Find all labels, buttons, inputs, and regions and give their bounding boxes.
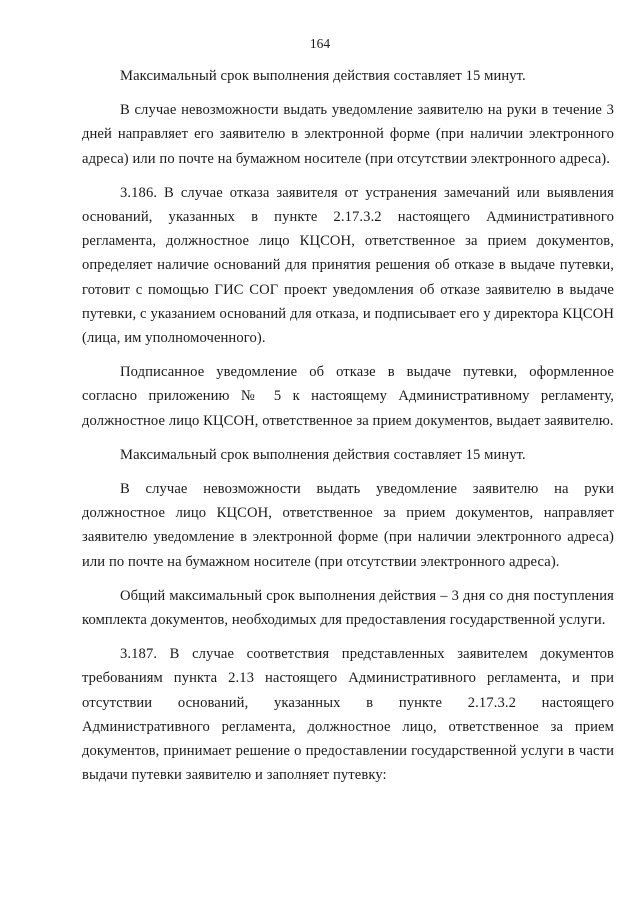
page-number: 164: [309, 36, 331, 51]
paragraph-3-186: 3.186. В случае отказа заявителя от устранения замечаний или выявления оснований, указанных в пункте 2.17.3.2 настоящего Административного регламента, должностное лицо КЦСОН, ответственное за прием документов, определяет наличие оснований для принятия решения об отказе в выдаче путевки, готовит с помощью ГИС СОГ проект уведомления об отказе заявителю в выдаче путевки, с указанием оснований для отказа, и подписывает его у директора КЦСОН (лица, им уполномоченного).: [82, 184, 614, 347]
paragraph-max-time-2: Максимальный срок выполнения действия составляет 15 минут.: [120, 446, 526, 463]
paragraph-max-time-1: Максимальный срок выполнения действия составляет 15 минут.: [120, 68, 526, 84]
document-body: [82, 64, 614, 796]
paragraph-total-max-time: Общий максимальный срок выполнения действия – 3 дня со дня поступления комплекта документов, необходимых для предоставления государственной услуги.: [82, 587, 614, 629]
paragraph-notification-delivery-2: В случае невозможности выдать уведомление заявителю на руки должностное лицо КЦСОН, ответственное за прием документов, направляет заявителю уведомление в электронной форме (при наличии электронного адреса) или по почте на бумажном носителе (при отсутствии электронного адреса).: [82, 481, 614, 570]
paragraph-signed-notification: Подписанное уведомление об отказе в выдаче путевки, оформленное согласно приложению № 5 к настоящему Административному регламенту, должностное лицо КЦСОН, ответственное за прием документов, выдает заявителю.: [82, 364, 614, 429]
paragraph-notification-delivery-1: В случае невозможности выдать уведомление заявителю на руки в течение 3 дней направляет его заявителю в электронной форме (при наличии электронного адреса) или по почте на бумажном носителе (при отсутствии электронного адреса).: [82, 102, 614, 167]
paragraph-3-187: 3.187. В случае соответствия представленных заявителем документов требованиям пункта 2.13 настоящего Административного регламента, и при отсутствии оснований, указанных в пункте 2.17.3.2 настоящего Административного регламента, должностное лицо, ответственное за прием документов, принимает решение о предоставлении государственной услуги в части выдачи путевки заявителю и заполняет путевку:: [82, 646, 614, 784]
